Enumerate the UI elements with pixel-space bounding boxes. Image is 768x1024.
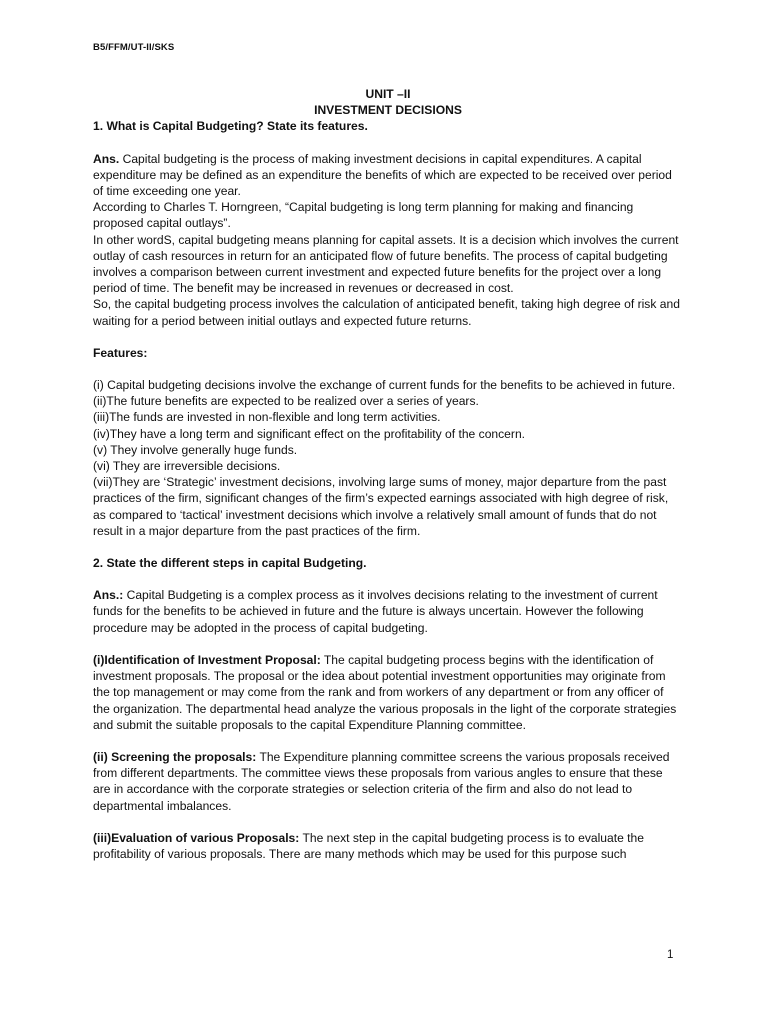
document-header-code: B5/FFM/UT-II/SKS [93,42,175,53]
step-identification [93,652,683,733]
feature-item: (vii)They are ‘Strategic’ investment decisions, involving large sums of money, major departure from the past practices of the firm, significant changes of the firm’s expected earnings associated with high degree of risk, as compared to ‘tactical’ investment decisions which involve a relatively small amount of funds that do not result in a major departure from the past practices of the firm. [93,475,669,538]
question-2: 2. State the different steps in capital Budgeting. [93,556,367,571]
horngreen-quote: According to Charles T. Horngreen, “Capital budgeting is long term planning for making and financing proposed capital outlays”. [93,200,634,231]
answer-label: Ans.: [93,588,124,603]
answer-label: Ans. [93,151,120,166]
step-label: (i)Identification of Investment Proposal: [93,652,321,667]
page-number: 1 [667,949,674,961]
features-heading: Features: [93,345,148,360]
step-text: The capital budgeting process begins with the identification of investment proposals. The proposal or the idea about potential investment opportunities may originate from the top management or may come from the rank and from workers of any department or from any officer of the organization. The departmental head analyze the various proposals in the light of the corporate strategies and submit the suitable proposals to the capital Expenditure Planning committee. [93,652,677,732]
feature-item: (i) Capital budgeting decisions involve the exchange of current funds for the benefits to be achieved in future. [93,378,676,393]
step-label: (ii) Screening the proposals: [93,749,257,764]
question-1: 1. What is Capital Budgeting? State its features. [93,119,368,134]
other-words-paragraph: In other wordS, capital budgeting means planning for capital assets. It is a decision which involves the current outlay of cash resources in return for an anticipated flow of future benefits. The process of capital budgeting involves a comparison between current investment and expected future benefits for the project over a long period of time. The benefit may be increased in revenues or decreased in cost. [93,232,679,296]
feature-item: (vi) They are irreversible decisions. [93,459,281,474]
unit-title: INVESTMENT DECISIONS [314,103,462,118]
document-body [93,86,683,862]
step-text: The Expenditure planning committee screens the various proposals received from different departments. The committee views these proposals from various angles to ensure that these are in accordance with the corporate strategies or selection criteria of the firm and also do not lead to departmental imbalances. [93,749,670,813]
answer-1-paragraph [93,151,683,200]
answer-2-paragraph [93,587,683,636]
feature-item: (ii)The future benefits are expected to be realized over a series of years. [93,394,479,409]
feature-item: (v) They involve generally huge funds. [93,442,298,457]
step-evaluation [93,830,683,862]
answer-text: Capital Budgeting is a complex process as it involves decisions relating to the investment of current funds for the benefits to be achieved in future and the future is always uncertain. However the following procedure may be adopted in the process of capital budgeting. [93,588,658,635]
feature-item: (iii)The funds are invested in non-flexible and long term activities. [93,410,441,425]
step-label: (iii)Evaluation of various Proposals: [93,830,300,845]
so-paragraph: So, the capital budgeting process involves the calculation of anticipated benefit, taking high degree of risk and waiting for a period between initial outlays and expected future returns. [93,297,680,328]
feature-item: (iv)They have a long term and significant effect on the profitability of the concern. [93,426,526,441]
step-screening [93,749,683,814]
answer-text: Capital budgeting is the process of making investment decisions in capital expenditures. A capital expenditure may be defined as an expenditure the benefits of which are expected to be received over period of time exceeding one year. [93,151,672,199]
unit-number: UNIT –II [365,87,411,101]
step-text: The next step in the capital budgeting process is to evaluate the profitability of various proposals. There are many methods which may be used for this purpose such [93,830,644,861]
